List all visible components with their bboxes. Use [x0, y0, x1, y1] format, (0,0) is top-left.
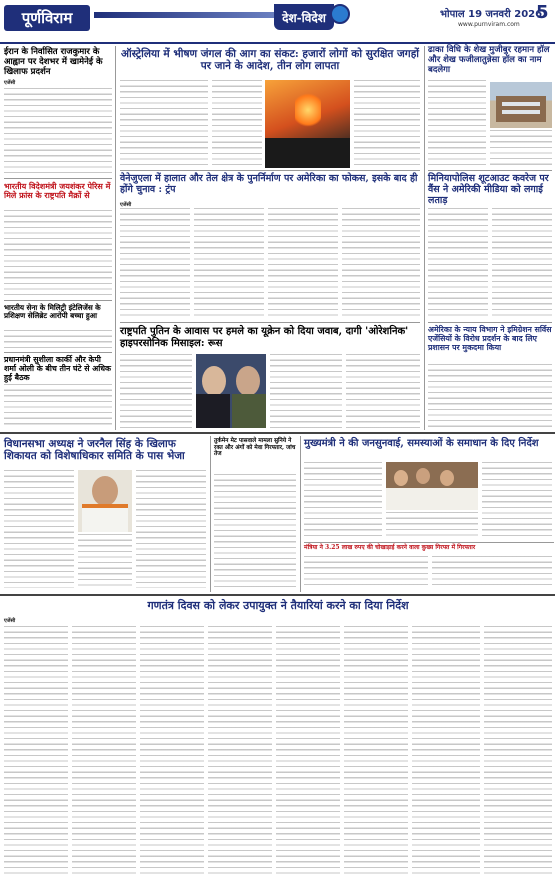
cm-hearing-photo [386, 462, 478, 510]
page-number: 5 [536, 2, 549, 23]
story-cm-headline: मुख्यमंत्री ने की जनसुनवाई, समस्याओं के समाधान के दिए निर्देश [304, 438, 539, 449]
masthead [0, 0, 555, 44]
story-assembly-headline: विधानसभा अध्यक्ष ने जरनैल सिंह के खिलाफ शिकायत को विशेषाधिकार समिति के पास भेजा [4, 438, 185, 463]
story-turkmen-headline: तुर्कमेन मेट पासवाले मामला सुनिये ने रक्त और अंगों को मेवा गिरफ्तार, जांच तेज [214, 438, 296, 458]
website-url: www.purnviram.com [458, 21, 520, 28]
brand-logo: पूर्णविराम [4, 5, 90, 31]
bushfire-photo [265, 80, 350, 168]
story-jaishankar-headline: भारतीय विदेशमंत्री जयशंकर पेरिस में मिले फ्रांस के राष्ट्रपति मैक्रों से [4, 181, 111, 201]
story-nepal-headline: प्रधानमंत्री सुशीला कार्की और केपी शर्मा ओली के बीच तीन घंटे से अधिक हुई बैठक [4, 355, 112, 382]
story-army-headline: भारतीय सेना के मिलिट्री इंटेलिजेंस के प्रशिक्षण सेलिब्रेट आरोपी बच्चा हुआ [4, 303, 101, 321]
masthead-stripe [94, 12, 274, 18]
story-venezuela-headline: वेनेजुएला में हालात और तेल क्षेत्र के पुनर्निर्माण पर अमेरिका का फोकस, इसके बाद ही होंगे चुनाव : ट्रंप [120, 173, 418, 195]
story-arrest-headline: मंत्रिया ने 3.25 लाख रुपए की चोखाड़ाई करने वाला कुख्य गिरफ्त में गिरफ्तार [304, 544, 476, 551]
story-justice-dept-headline: अमेरिका के न्याय विभाग ने इमिग्रेशन सर्विस एजेंसियों के विरोध प्रदर्शन के बाद लिए प्रशासन पर मुकदमा किया [428, 325, 552, 352]
speaker-photo [78, 470, 132, 532]
dateline: एजेंसी [4, 80, 16, 86]
story-republic-day-headline: गणतंत्र दिवस को लेकर उपायुक्त ने तैयारियां करने का दिया निर्देश [147, 599, 409, 612]
section-title: देश-विदेश [274, 4, 334, 30]
story-minneapolis-headline: मिनियापोलिस शूटआउट कवरेज पर वैंस ने अमेरिकी मीडिया को लगाई लताड़ [428, 173, 549, 206]
story-dhaka-headline: ढाका विधि के शेख मुजीबुर रहमान हॉल और शेख फजीलातुन्नेसा हॉल का नाम बदलेगा [428, 45, 550, 75]
dateline: एजेंसी [120, 202, 132, 208]
issue-date: भोपाल 19 जनवरी 2026 [440, 9, 543, 20]
globe-icon [330, 4, 350, 24]
story-australia-headline: ऑस्ट्रेलिया में भीषण जंगल की आग का संकट: हजारों लोगों को सुरक्षित जगहों पर जाने के आदेश, तीन लोग लापता [120, 48, 419, 73]
university-hall-photo [490, 82, 552, 128]
story-iran-protest-headline: ईरान के निर्वासित राजकुमार के आह्वान पर देशभर में खामेनेई के खिलाफ प्रदर्शन [4, 47, 103, 77]
putin-zelensky-photo [196, 354, 266, 428]
dateline: एजेंसी [4, 618, 16, 624]
story-putin-headline: राष्ट्रपति पुतिन के आवास पर हमले का यूक्रेन को दिया जवाब, दागी 'ओरेशनिक' हाइपरसोनिक मिसाइल: रूस [120, 326, 409, 349]
